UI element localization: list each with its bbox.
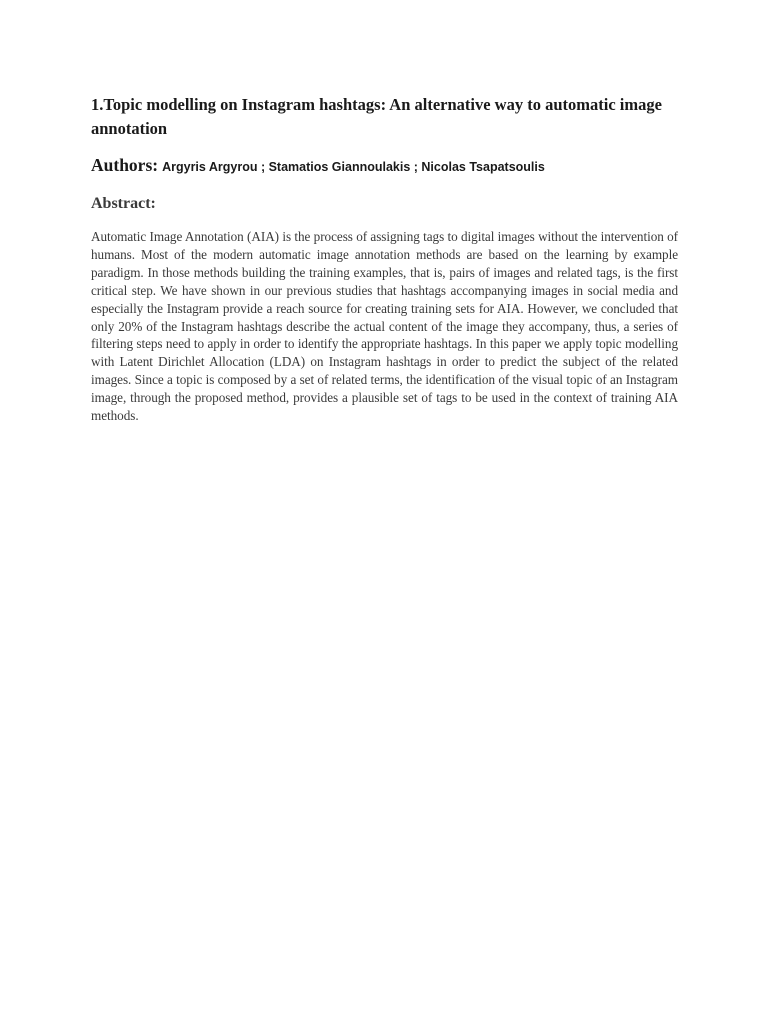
authors-names: Argyris Argyrou ; Stamatios Giannoulakis ; Nicolas Tsapatsoulis [162, 160, 545, 174]
paper-title: 1.Topic modelling on Instagram hashtags: An alternative way to automatic image annotation [91, 95, 662, 138]
paper-content [91, 93, 678, 438]
abstract-text: Automatic Image Annotation (AIA) is the process of assigning tags to digital images without the intervention of humans. Most of the modern automatic image annotation methods are based on the learning by example paradigm. In those methods building the training examples, that is, pairs of images and related tags, is the first critical step. We have shown in our previous studies that hashtags accompanying images in social media and especially the Instagram provide a reach source for creating training sets for AIA. However, we concluded that only 20% of the Instagram hashtags describe the actual content of the image they accompany, thus, a series of filtering steps need to apply in order to identify the appropriate hashtags. In this paper we apply topic modelling with Latent Dirichlet Allocation (LDA) on Instagram hashtags in order to predict the subject of the related images. Since a topic is composed by a set of related terms, the identification of the visual topic of an Instagram image, through the proposed method, provides a plausible set of tags to be used in the context of training AIA methods. [91, 229, 678, 424]
authors-line [91, 154, 678, 178]
abstract-heading: Abstract: [91, 195, 156, 212]
authors-label: Authors: [91, 155, 159, 175]
